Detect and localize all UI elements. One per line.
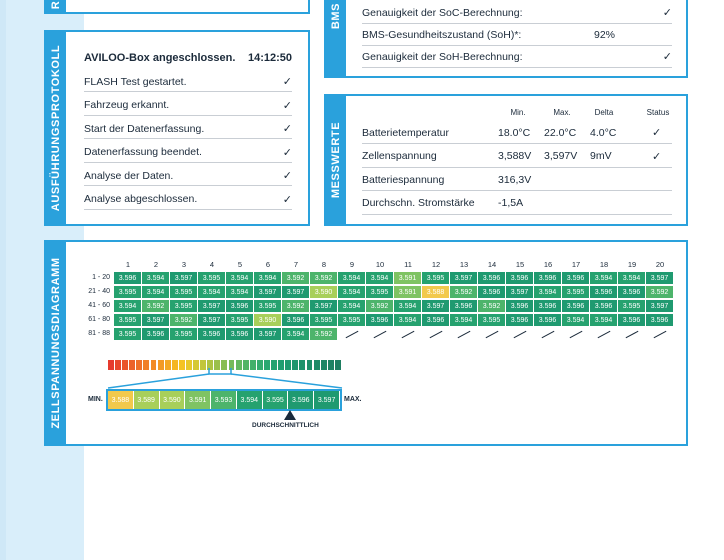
voltage-cell: 3.595 — [310, 314, 338, 326]
zoom-value-cell: 3.594 — [237, 391, 263, 409]
column-number: 3 — [181, 260, 187, 269]
diagramm-side-bar — [46, 242, 66, 444]
voltage-cell: 3.597 — [170, 272, 198, 284]
diagramm-side-label: ZELLSPANNUNGSDIAGRAMM — [50, 257, 62, 429]
voltage-cell: 3.596 — [534, 314, 562, 326]
column-number: 16 — [543, 260, 553, 269]
column-number: 11 — [404, 260, 412, 269]
average-marker-icon — [284, 410, 296, 420]
voltage-cell: 3.596 — [506, 272, 534, 284]
voltage-cell: 3.595 — [366, 286, 394, 298]
column-number: 10 — [375, 260, 385, 269]
protokoll-title-row: AVILOO-Box angeschlossen. 14:12:50 — [84, 52, 292, 64]
voltage-cell: 3.592 — [282, 300, 310, 312]
messwerte-row: Durchschn. Stromstärke -1,5A — [362, 193, 672, 215]
voltage-cell: 3.592 — [142, 300, 170, 312]
voltage-cell: 3.597 — [254, 328, 282, 340]
voltage-cell: 3.594 — [534, 286, 562, 298]
voltage-cell: 3.597 — [282, 286, 310, 298]
voltage-cell: 3.596 — [422, 314, 450, 326]
messwerte-panel — [324, 94, 688, 226]
empty-cell-slash — [646, 328, 674, 340]
top-left-side-label: R — [50, 0, 62, 10]
voltage-cell: 3.592 — [170, 314, 198, 326]
voltage-cell: 3.595 — [198, 272, 226, 284]
messwerte-side-bar — [326, 96, 346, 224]
messwerte-max-value: 22.0°C — [544, 126, 577, 139]
voltage-cell: 3.597 — [142, 314, 170, 326]
zoom-value-cell: 3.596 — [288, 391, 314, 409]
voltage-cell: 3.594 — [142, 286, 170, 298]
voltage-cell: 3.596 — [142, 328, 170, 340]
messwerte-min-value: 18.0°C — [498, 126, 531, 139]
empty-cell-slash — [450, 328, 478, 340]
zoom-connector — [106, 368, 346, 390]
voltage-cell: 3.595 — [170, 286, 198, 298]
column-number: 17 — [571, 260, 581, 269]
bms-side-label: BMS — [330, 2, 342, 30]
voltage-cell: 3.597 — [254, 286, 282, 298]
row-label: 81 - 88 — [88, 330, 110, 337]
bms-row-soc: Genauigkeit der SoC-Berechnung: ✓ — [362, 2, 672, 24]
voltage-cell: 3.592 — [450, 286, 478, 298]
voltage-cell: 3.596 — [534, 272, 562, 284]
zoom-value-cell: 3.597 — [314, 391, 340, 409]
check-icon: ✓ — [282, 193, 292, 206]
header-status: Status — [646, 108, 670, 117]
messwerte-side-label: MESSWERTE — [330, 121, 342, 199]
voltage-cell: 3.594 — [450, 314, 478, 326]
voltage-cell: 3.596 — [590, 300, 618, 312]
voltage-cell: 3.596 — [618, 286, 646, 298]
empty-cell-slash — [422, 328, 450, 340]
voltage-cell: 3.591 — [394, 286, 422, 298]
header-max: Max. — [553, 108, 571, 117]
voltage-cell: 3.596 — [226, 328, 254, 340]
voltage-cell: 3.592 — [282, 272, 310, 284]
protokoll-item: Fahrzeug erkannt. ✓ — [84, 96, 292, 116]
bms-side-bar — [326, 0, 346, 76]
voltage-cell: 3.595 — [254, 300, 282, 312]
column-number: 15 — [515, 260, 525, 269]
column-number: 18 — [599, 260, 609, 269]
protokoll-item: Analyse der Daten. ✓ — [84, 166, 292, 186]
check-icon: ✓ — [282, 146, 292, 159]
voltage-cell: 3.594 — [590, 314, 618, 326]
voltage-cell: 3.594 — [394, 300, 422, 312]
voltage-cell: 3.597 — [310, 300, 338, 312]
voltage-cell: 3.597 — [198, 314, 226, 326]
row-label: 21 - 40 — [88, 288, 110, 295]
zoom-value-cell: 3.589 — [134, 391, 160, 409]
bms-panel — [324, 0, 688, 78]
voltage-cell: 3.594 — [338, 272, 366, 284]
voltage-cell: 3.596 — [646, 314, 674, 326]
messwerte-min-value: 3,588V — [498, 150, 532, 162]
messwerte-delta-value: 9mV — [590, 150, 612, 162]
check-icon: ✓ — [282, 99, 292, 112]
empty-cell-slash — [618, 328, 646, 340]
empty-cell-slash — [534, 328, 562, 340]
check-icon: ✓ — [652, 150, 662, 163]
zoom-value-cell: 3.593 — [211, 391, 237, 409]
voltage-cell: 3.594 — [142, 272, 170, 284]
empty-cell-slash — [338, 328, 366, 340]
protokoll-side-label: AUSFÜHRUNGSPROTOKOLL — [50, 44, 62, 212]
voltage-cell: 3.594 — [338, 300, 366, 312]
voltage-cell: 3.596 — [562, 272, 590, 284]
voltage-cell: 3.594 — [198, 286, 226, 298]
empty-cell-slash — [562, 328, 590, 340]
row-label: 1 - 20 — [92, 274, 110, 281]
voltage-cell: 3.596 — [534, 300, 562, 312]
messwerte-min-value: 316,3V — [498, 173, 532, 186]
voltage-cell: 3.594 — [226, 286, 254, 298]
voltage-cell: 3.595 — [114, 328, 142, 340]
voltage-cell: 3.592 — [310, 272, 338, 284]
empty-cell-slash — [366, 328, 394, 340]
column-number: 6 — [265, 260, 271, 269]
check-icon: ✓ — [282, 123, 292, 135]
zoom-box — [106, 389, 342, 411]
column-number: 20 — [655, 260, 665, 269]
voltage-cell: 3.594 — [226, 272, 254, 284]
messwerte-row: Batteriespannung 316,3V — [362, 169, 672, 191]
messwerte-max-value: 3,597V — [544, 150, 578, 162]
voltage-cell: 3.596 — [366, 314, 394, 326]
voltage-cell: 3.595 — [226, 314, 254, 326]
check-icon: ✓ — [662, 51, 672, 63]
soh-value: 92% — [594, 28, 616, 41]
voltage-cell: 3.597 — [422, 300, 450, 312]
voltage-cell: 3.591 — [394, 272, 422, 284]
voltage-cell: 3.592 — [646, 286, 674, 298]
voltage-cell: 3.594 — [590, 272, 618, 284]
voltage-cell: 3.594 — [338, 286, 366, 298]
voltage-cell: 3.590 — [254, 314, 282, 326]
column-number: 7 — [293, 260, 299, 269]
column-number: 1 — [125, 260, 131, 269]
voltage-cell: 3.595 — [478, 314, 506, 326]
diagramm-panel — [44, 240, 688, 446]
voltage-cell: 3.590 — [310, 286, 338, 298]
protokoll-time: 14:12:50 — [247, 52, 292, 64]
messwerte-row: Batterietemperatur 18.0°C 22.0°C 4.0°C ✓ — [362, 122, 672, 144]
voltage-cell: 3.595 — [114, 314, 142, 326]
header-delta: Delta — [594, 108, 614, 117]
voltage-cell: 3.595 — [170, 300, 198, 312]
protokoll-item: Analyse abgeschlossen. ✓ — [84, 190, 292, 210]
bms-row-soh: BMS-Gesundheitszustand (SoH)*: 92% — [362, 24, 672, 46]
row-label: 61 - 80 — [88, 316, 110, 323]
bms-row-soh-accuracy: Genauigkeit der SoH-Berechnung: ✓ — [362, 46, 672, 68]
average-label: DURCHSCHNITTLICH — [252, 422, 319, 429]
voltage-cell: 3.597 — [646, 272, 674, 284]
top-left-side-bar — [46, 0, 66, 12]
empty-cell-slash — [506, 328, 534, 340]
column-number: 19 — [627, 260, 637, 269]
column-number: 12 — [431, 260, 441, 269]
zoom-value-cell: 3.588 — [108, 391, 134, 409]
voltage-cell: 3.595 — [170, 328, 198, 340]
voltage-cell: 3.588 — [422, 286, 450, 298]
check-icon: ✓ — [652, 127, 662, 139]
voltage-cell: 3.597 — [198, 300, 226, 312]
voltage-cell: 3.592 — [310, 328, 338, 340]
max-label: MAX. — [344, 396, 362, 403]
voltage-cell: 3.596 — [506, 314, 534, 326]
voltage-cell: 3.594 — [282, 328, 310, 340]
check-icon: ✓ — [662, 7, 672, 19]
messwerte-min-value: -1,5A — [498, 197, 524, 209]
empty-cell-slash — [590, 328, 618, 340]
column-number: 8 — [321, 260, 327, 269]
check-icon: ✓ — [282, 170, 292, 182]
voltage-cell: 3.596 — [590, 286, 618, 298]
voltage-cell: 3.596 — [478, 286, 506, 298]
voltage-cell: 3.596 — [198, 328, 226, 340]
messwerte-row: Zellenspannung 3,588V 3,597V 9mV ✓ — [362, 146, 672, 168]
column-number: 4 — [209, 260, 215, 269]
voltage-cell: 3.594 — [562, 314, 590, 326]
column-number: 5 — [237, 260, 243, 269]
voltage-cell: 3.596 — [282, 314, 310, 326]
empty-cell-slash — [478, 328, 506, 340]
voltage-cell: 3.597 — [646, 300, 674, 312]
voltage-cell: 3.596 — [478, 272, 506, 284]
zoom-value-cell: 3.595 — [263, 391, 289, 409]
voltage-cell: 3.592 — [366, 300, 394, 312]
voltage-cell: 3.596 — [562, 300, 590, 312]
protokoll-item: Start der Datenerfassung. ✓ — [84, 119, 292, 139]
voltage-cell: 3.592 — [478, 300, 506, 312]
voltage-cell: 3.597 — [506, 286, 534, 298]
voltage-cell: 3.594 — [394, 314, 422, 326]
voltage-cell: 3.594 — [366, 272, 394, 284]
voltage-cell: 3.595 — [114, 286, 142, 298]
voltage-cell: 3.594 — [254, 272, 282, 284]
column-number: 9 — [349, 260, 355, 269]
protokoll-item: Datenerfassung beendet. ✓ — [84, 143, 292, 163]
zoom-value-cell: 3.590 — [160, 391, 186, 409]
voltage-cell: 3.597 — [450, 272, 478, 284]
row-label: 41 - 60 — [88, 302, 110, 309]
protokoll-panel — [44, 30, 310, 226]
column-number: 14 — [487, 260, 497, 269]
check-icon: ✓ — [282, 76, 292, 88]
zoom-value-cell: 3.591 — [185, 391, 211, 409]
voltage-cell: 3.596 — [114, 272, 142, 284]
voltage-cell: 3.596 — [226, 300, 254, 312]
voltage-cell: 3.596 — [506, 300, 534, 312]
top-left-panel — [44, 0, 310, 14]
voltage-cell: 3.595 — [618, 300, 646, 312]
column-number: 2 — [153, 260, 159, 269]
voltage-cell: 3.595 — [422, 272, 450, 284]
header-min: Min. — [510, 108, 526, 117]
voltage-cell: 3.594 — [618, 272, 646, 284]
protokoll-side-bar — [46, 32, 66, 224]
protokoll-item: FLASH Test gestartet. ✓ — [84, 72, 292, 92]
min-label: MIN. — [88, 396, 103, 403]
column-number: 13 — [459, 260, 469, 269]
voltage-cell: 3.595 — [338, 314, 366, 326]
messwerte-delta-value: 4.0°C — [590, 126, 617, 139]
voltage-cell: 3.596 — [618, 314, 646, 326]
voltage-cell: 3.594 — [114, 300, 142, 312]
empty-cell-slash — [394, 328, 422, 340]
voltage-cell: 3.596 — [450, 300, 478, 312]
voltage-cell: 3.595 — [562, 286, 590, 298]
